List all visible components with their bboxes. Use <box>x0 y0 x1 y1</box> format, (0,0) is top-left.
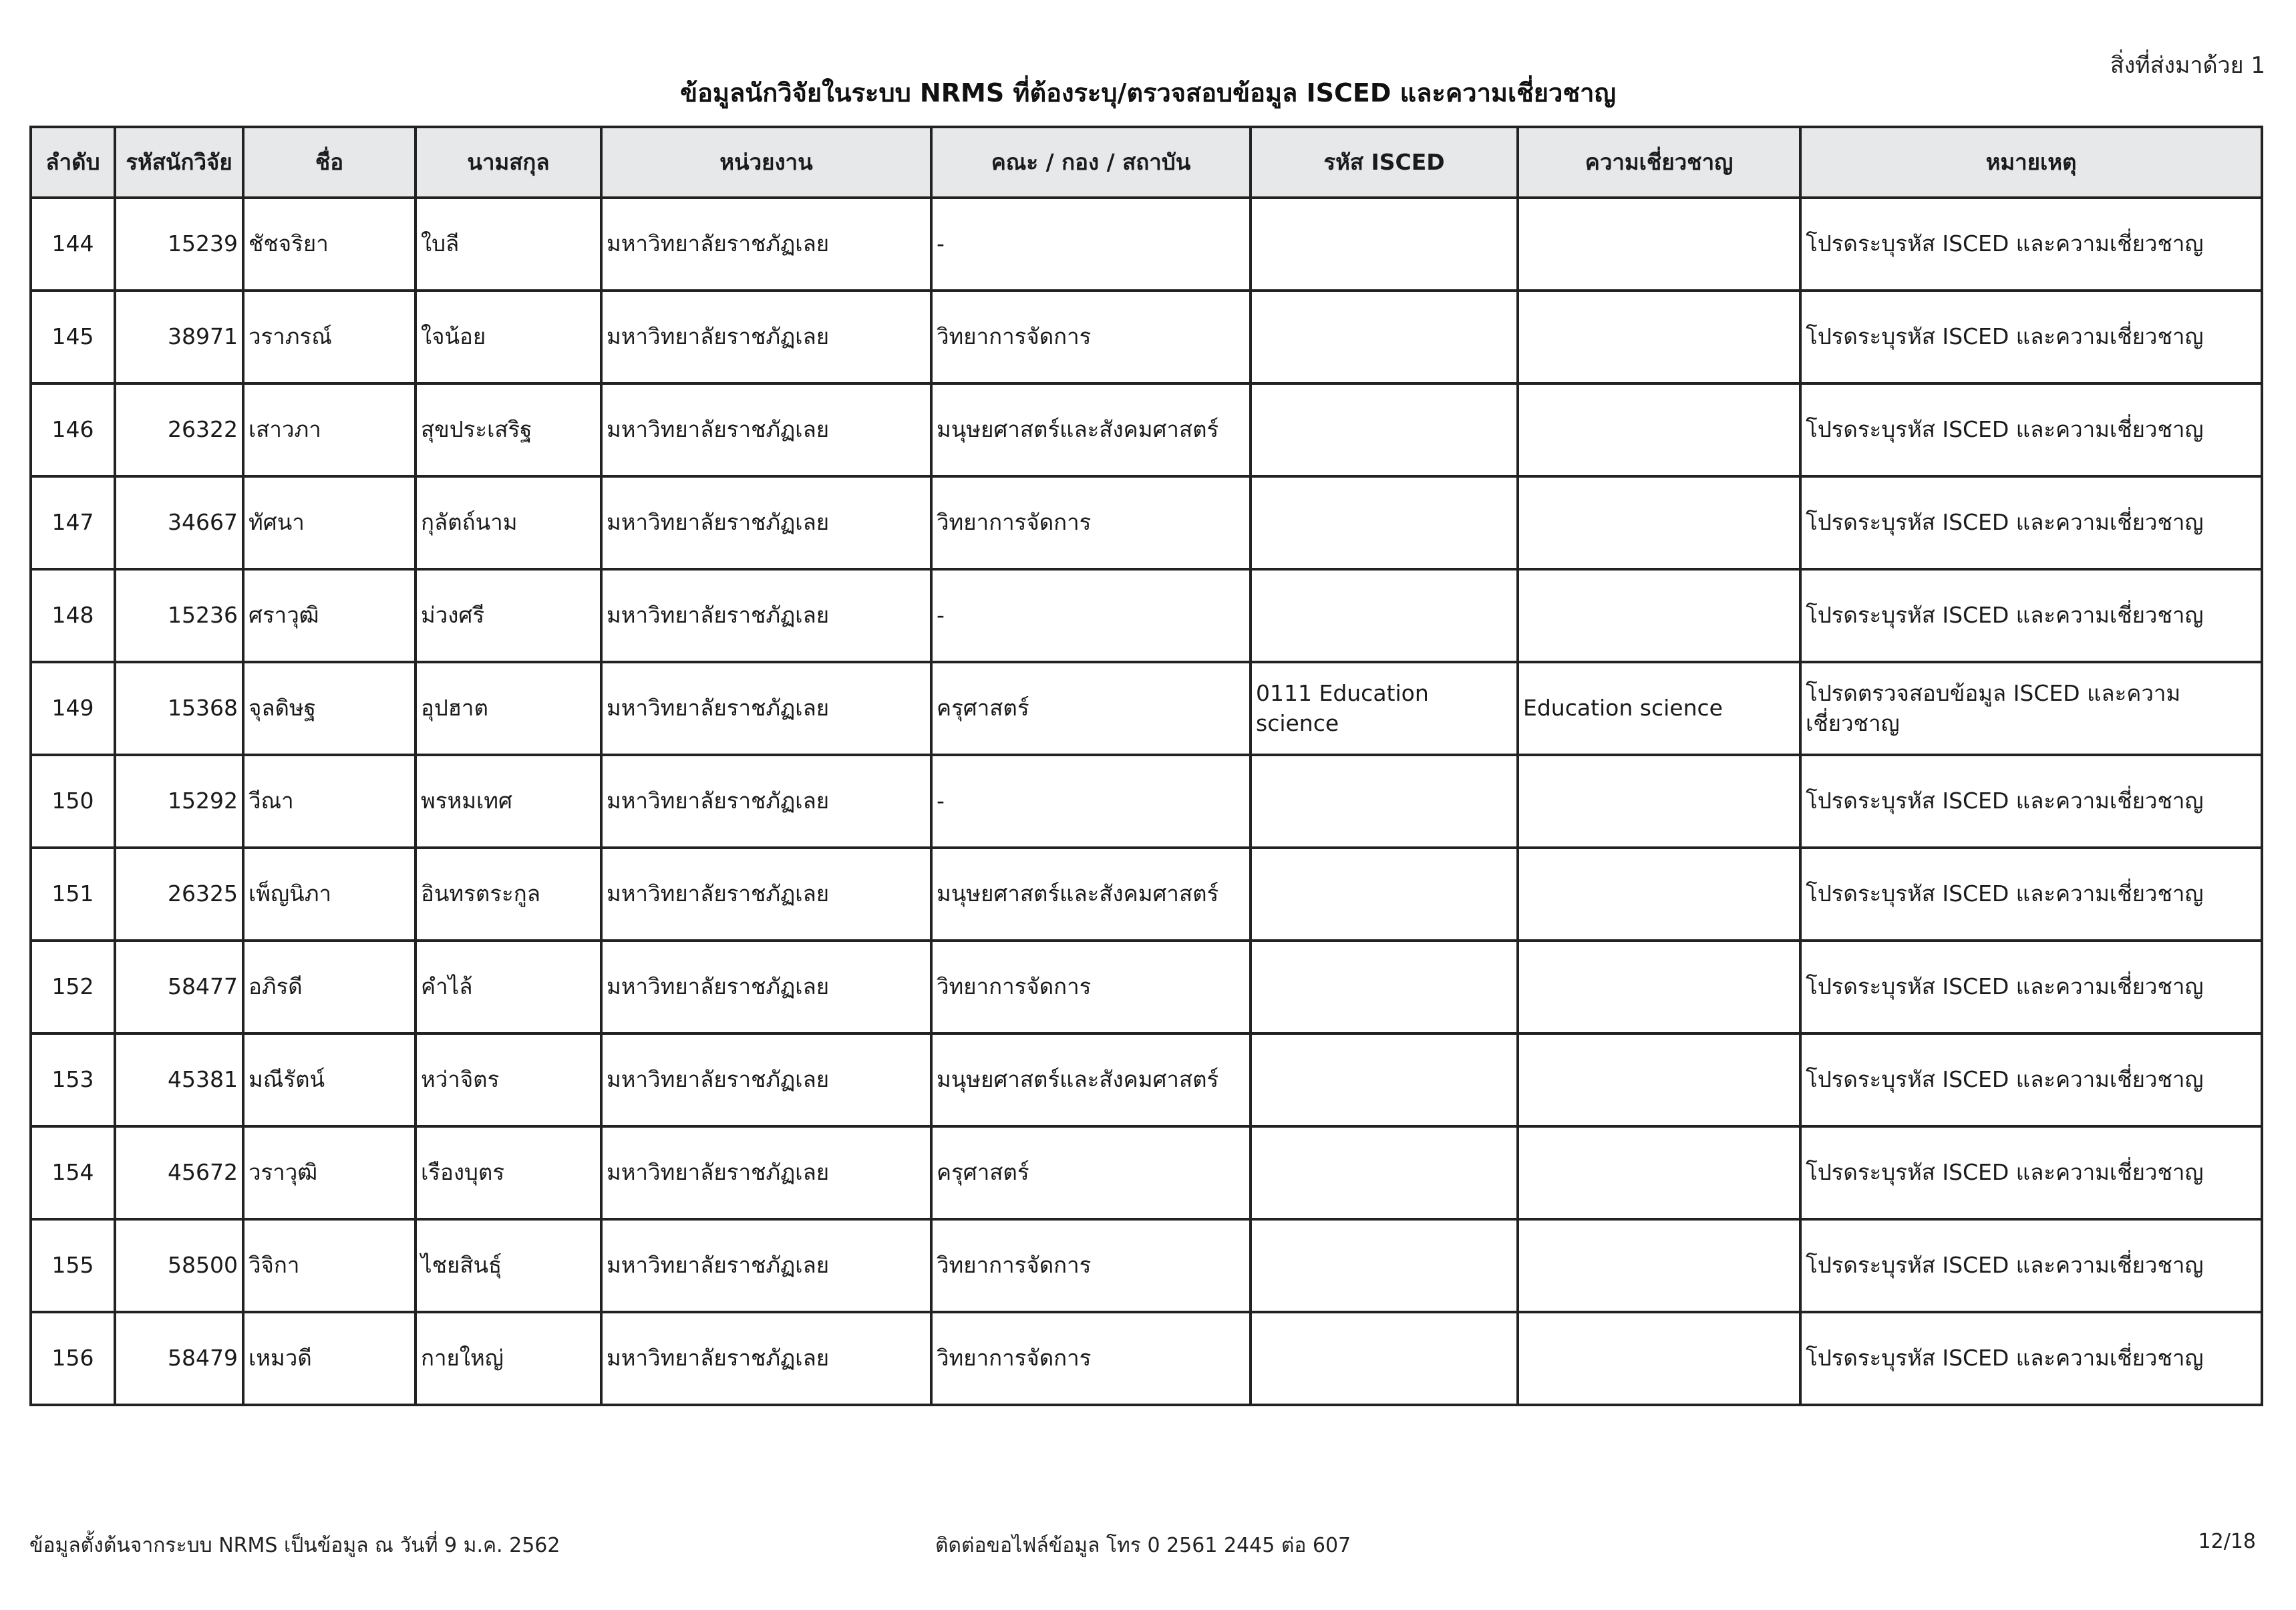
cell-expertise <box>1518 755 1800 848</box>
cell-organization: มหาวิทยาลัยราชภัฏเลย <box>601 1312 931 1405</box>
table-row <box>31 198 2262 291</box>
cell-researcher-id: 58477 <box>115 941 243 1033</box>
col-header-first-name: ชื่อ <box>243 127 416 198</box>
table-row <box>31 848 2262 941</box>
cell-expertise: Education science <box>1518 662 1800 755</box>
col-header-isced-code: รหัส ISCED <box>1251 127 1518 198</box>
cell-researcher-id: 15368 <box>115 662 243 755</box>
cell-expertise <box>1518 291 1800 383</box>
cell-last-name: อินทรตระกูล <box>416 848 601 941</box>
cell-order: 147 <box>31 476 115 569</box>
table-row <box>31 662 2262 755</box>
table-row <box>31 755 2262 848</box>
cell-order: 155 <box>31 1219 115 1312</box>
cell-first-name: เหมวดี <box>243 1312 416 1405</box>
cell-isced-code <box>1251 1033 1518 1126</box>
col-header-organization: หน่วยงาน <box>601 127 931 198</box>
cell-last-name: กุลัตถ์นาม <box>416 476 601 569</box>
cell-expertise <box>1518 383 1800 476</box>
cell-researcher-id: 26325 <box>115 848 243 941</box>
cell-isced-code <box>1251 476 1518 569</box>
footer-page-number: 12/18 <box>2198 1530 2256 1553</box>
cell-isced-code <box>1251 1219 1518 1312</box>
cell-last-name: พรหมเทศ <box>416 755 601 848</box>
cell-organization: มหาวิทยาลัยราชภัฏเลย <box>601 1219 931 1312</box>
cell-faculty: วิทยาการจัดการ <box>931 1219 1251 1312</box>
cell-remarks: โปรดระบุรหัส ISCED และความเชี่ยวชาญ <box>1800 383 2262 476</box>
cell-expertise <box>1518 1219 1800 1312</box>
table-row <box>31 291 2262 383</box>
cell-researcher-id: 38971 <box>115 291 243 383</box>
cell-last-name: ไชยสินธุ์ <box>416 1219 601 1312</box>
cell-organization: มหาวิทยาลัยราชภัฏเลย <box>601 476 931 569</box>
cell-organization: มหาวิทยาลัยราชภัฏเลย <box>601 1033 931 1126</box>
cell-remarks: โปรดระบุรหัส ISCED และความเชี่ยวชาญ <box>1800 476 2262 569</box>
cell-order: 150 <box>31 755 115 848</box>
cell-expertise <box>1518 1033 1800 1126</box>
cell-order: 144 <box>31 198 115 291</box>
table-row <box>31 1033 2262 1126</box>
footer-source-note: ข้อมูลตั้งต้นจากระบบ NRMS เป็นข้อมูล ณ วันที่ 9 ม.ค. 2562 <box>29 1534 560 1557</box>
table-row <box>31 383 2262 476</box>
cell-researcher-id: 45672 <box>115 1126 243 1219</box>
cell-remarks: โปรดระบุรหัส ISCED และความเชี่ยวชาญ <box>1800 848 2262 941</box>
cell-faculty: มนุษยศาสตร์และสังคมศาสตร์ <box>931 383 1251 476</box>
cell-organization: มหาวิทยาลัยราชภัฏเลย <box>601 755 931 848</box>
cell-organization: มหาวิทยาลัยราชภัฏเลย <box>601 941 931 1033</box>
cell-order: 145 <box>31 291 115 383</box>
cell-faculty: - <box>931 569 1251 662</box>
table-row <box>31 1126 2262 1219</box>
cell-last-name: ใบลี <box>416 198 601 291</box>
cell-isced-code <box>1251 848 1518 941</box>
cell-faculty: ครุศาสตร์ <box>931 1126 1251 1219</box>
cell-first-name: วีณา <box>243 755 416 848</box>
cell-last-name: เรืองบุตร <box>416 1126 601 1219</box>
table-header-row <box>31 127 2262 198</box>
col-header-faculty: คณะ / กอง / สถาบัน <box>931 127 1251 198</box>
cell-researcher-id: 34667 <box>115 476 243 569</box>
cell-faculty: วิทยาการจัดการ <box>931 476 1251 569</box>
cell-remarks: โปรดระบุรหัส ISCED และความเชี่ยวชาญ <box>1800 198 2262 291</box>
cell-faculty: วิทยาการจัดการ <box>931 291 1251 383</box>
cell-researcher-id: 58500 <box>115 1219 243 1312</box>
table-row <box>31 1219 2262 1312</box>
cell-expertise <box>1518 476 1800 569</box>
cell-expertise <box>1518 1312 1800 1405</box>
cell-remarks: โปรดระบุรหัส ISCED และความเชี่ยวชาญ <box>1800 755 2262 848</box>
cell-first-name: มณีรัตน์ <box>243 1033 416 1126</box>
cell-last-name: อุปฮาต <box>416 662 601 755</box>
cell-expertise <box>1518 198 1800 291</box>
cell-remarks: โปรดระบุรหัส ISCED และความเชี่ยวชาญ <box>1800 569 2262 662</box>
col-header-expertise: ความเชี่ยวชาญ <box>1518 127 1800 198</box>
cell-expertise <box>1518 941 1800 1033</box>
cell-organization: มหาวิทยาลัยราชภัฏเลย <box>601 569 931 662</box>
cell-first-name: วราภรณ์ <box>243 291 416 383</box>
cell-faculty: วิทยาการจัดการ <box>931 941 1251 1033</box>
cell-last-name: กายใหญ่ <box>416 1312 601 1405</box>
cell-first-name: ทัศนา <box>243 476 416 569</box>
cell-first-name: ศราวุฒิ <box>243 569 416 662</box>
cell-researcher-id: 45381 <box>115 1033 243 1126</box>
cell-first-name: วิจิกา <box>243 1219 416 1312</box>
col-header-order: ลำดับ <box>31 127 115 198</box>
cell-organization: มหาวิทยาลัยราชภัฏเลย <box>601 198 931 291</box>
cell-last-name: สุขประเสริฐ <box>416 383 601 476</box>
cell-order: 148 <box>31 569 115 662</box>
cell-expertise <box>1518 569 1800 662</box>
cell-faculty: - <box>931 755 1251 848</box>
cell-isced-code <box>1251 291 1518 383</box>
cell-faculty: - <box>931 198 1251 291</box>
cell-last-name: ม่วงศรี <box>416 569 601 662</box>
cell-first-name: อภิรดี <box>243 941 416 1033</box>
attachment-label: สิ่งที่ส่งมาด้วย 1 <box>2110 52 2265 79</box>
cell-isced-code <box>1251 941 1518 1033</box>
cell-researcher-id: 15239 <box>115 198 243 291</box>
cell-expertise <box>1518 1126 1800 1219</box>
cell-isced-code <box>1251 1126 1518 1219</box>
table-row <box>31 569 2262 662</box>
researcher-table <box>29 126 2263 1406</box>
table-row <box>31 476 2262 569</box>
col-header-remarks: หมายเหตุ <box>1800 127 2262 198</box>
cell-faculty: วิทยาการจัดการ <box>931 1312 1251 1405</box>
cell-isced-code <box>1251 755 1518 848</box>
cell-order: 149 <box>31 662 115 755</box>
cell-remarks: โปรดตรวจสอบข้อมูล ISCED และความเชี่ยวชาญ <box>1800 662 2262 755</box>
cell-organization: มหาวิทยาลัยราชภัฏเลย <box>601 383 931 476</box>
cell-order: 152 <box>31 941 115 1033</box>
cell-order: 156 <box>31 1312 115 1405</box>
cell-organization: มหาวิทยาลัยราชภัฏเลย <box>601 848 931 941</box>
cell-researcher-id: 15292 <box>115 755 243 848</box>
cell-remarks: โปรดระบุรหัส ISCED และความเชี่ยวชาญ <box>1800 941 2262 1033</box>
cell-first-name: เพ็ญนิภา <box>243 848 416 941</box>
cell-first-name: วราวุฒิ <box>243 1126 416 1219</box>
cell-organization: มหาวิทยาลัยราชภัฏเลย <box>601 662 931 755</box>
col-header-researcher-id: รหัสนักวิจัย <box>115 127 243 198</box>
cell-isced-code <box>1251 569 1518 662</box>
cell-organization: มหาวิทยาลัยราชภัฏเลย <box>601 291 931 383</box>
cell-first-name: ชัชจริยา <box>243 198 416 291</box>
cell-remarks: โปรดระบุรหัส ISCED และความเชี่ยวชาญ <box>1800 291 2262 383</box>
cell-isced-code <box>1251 198 1518 291</box>
cell-last-name: หว่าจิตร <box>416 1033 601 1126</box>
table-row <box>31 941 2262 1033</box>
cell-remarks: โปรดระบุรหัส ISCED และความเชี่ยวชาญ <box>1800 1033 2262 1126</box>
cell-researcher-id: 15236 <box>115 569 243 662</box>
cell-isced-code: 0111 Education science <box>1251 662 1518 755</box>
col-header-last-name: นามสกุล <box>416 127 601 198</box>
cell-order: 146 <box>31 383 115 476</box>
cell-faculty: มนุษยศาสตร์และสังคมศาสตร์ <box>931 848 1251 941</box>
cell-first-name: จุลดิษฐ <box>243 662 416 755</box>
cell-expertise <box>1518 848 1800 941</box>
table-row <box>31 1312 2262 1405</box>
cell-first-name: เสาวภา <box>243 383 416 476</box>
cell-remarks: โปรดระบุรหัส ISCED และความเชี่ยวชาญ <box>1800 1312 2262 1405</box>
cell-order: 151 <box>31 848 115 941</box>
cell-organization: มหาวิทยาลัยราชภัฏเลย <box>601 1126 931 1219</box>
cell-faculty: ครุศาสตร์ <box>931 662 1251 755</box>
cell-order: 153 <box>31 1033 115 1126</box>
cell-remarks: โปรดระบุรหัส ISCED และความเชี่ยวชาญ <box>1800 1126 2262 1219</box>
cell-researcher-id: 58479 <box>115 1312 243 1405</box>
document-title: ข้อมูลนักวิจัยในระบบ NRMS ที่ต้องระบุ/ตรวจสอบข้อมูล ISCED และความเชี่ยวชาญ <box>680 78 1616 108</box>
footer-contact-note: ติดต่อขอไฟล์ข้อมูล โทร 0 2561 2445 ต่อ 607 <box>935 1534 1351 1557</box>
cell-last-name: คำไล้ <box>416 941 601 1033</box>
cell-isced-code <box>1251 1312 1518 1405</box>
cell-last-name: ใจน้อย <box>416 291 601 383</box>
cell-order: 154 <box>31 1126 115 1219</box>
cell-faculty: มนุษยศาสตร์และสังคมศาสตร์ <box>931 1033 1251 1126</box>
cell-researcher-id: 26322 <box>115 383 243 476</box>
cell-isced-code <box>1251 383 1518 476</box>
cell-remarks: โปรดระบุรหัส ISCED และความเชี่ยวชาญ <box>1800 1219 2262 1312</box>
